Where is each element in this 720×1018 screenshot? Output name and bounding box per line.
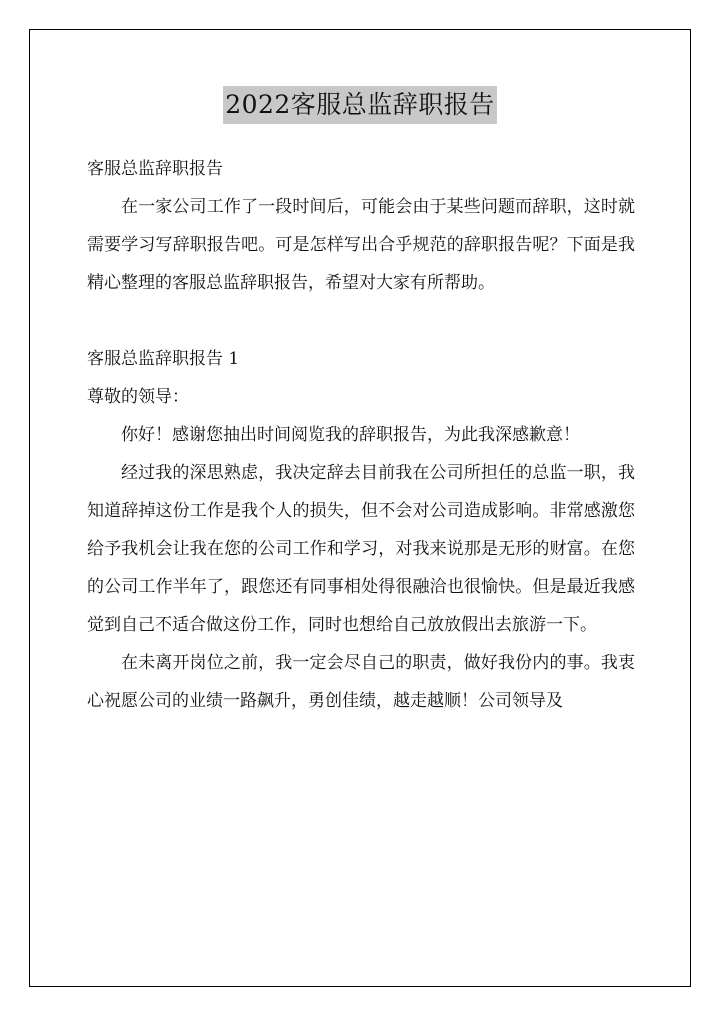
intro-paragraph: 在一家公司工作了一段时间后，可能会由于某些问题而辞职，这时就需要学习写辞职报告吧。可是怎样写出合乎规范的辞职报告呢？下面是我精心整理的客服总监辞职报告，希望对大家有所帮助。 xyxy=(87,197,635,293)
salutation: 尊敬的领导： xyxy=(87,387,189,407)
document-title: 2022客服总监辞职报告 xyxy=(223,86,497,124)
section-spacer xyxy=(87,302,635,340)
section-heading: 客服总监辞职报告 1 xyxy=(87,349,240,369)
intro-heading: 客服总监辞职报告 xyxy=(87,159,223,179)
document-body xyxy=(87,150,635,720)
body-paragraph: 你好！感谢您抽出时间阅览我的辞职报告，为此我深感歉意！ xyxy=(121,425,580,445)
body-paragraph: 经过我的深思熟虑，我决定辞去目前我在公司所担任的总监一职，我知道辞掉这份工作是我个人的损失，但不会对公司造成影响。非常感激您给予我机会让我在您的公司工作和学习，对我来说那是无形的财富。在您的公司工作半年了，跟您还有同事相处得很融洽也很愉快。但是最近我感觉到自己不适合做这份工作，同时也想给自己放放假出去旅游一下。 xyxy=(87,463,635,635)
body-paragraph: 在未离开岗位之前，我一定会尽自己的职责，做好我份内的事。我衷心祝愿公司的业绩一路飙升，勇创佳绩，越走越顺！公司领导及 xyxy=(87,653,635,711)
title-container xyxy=(0,86,720,124)
